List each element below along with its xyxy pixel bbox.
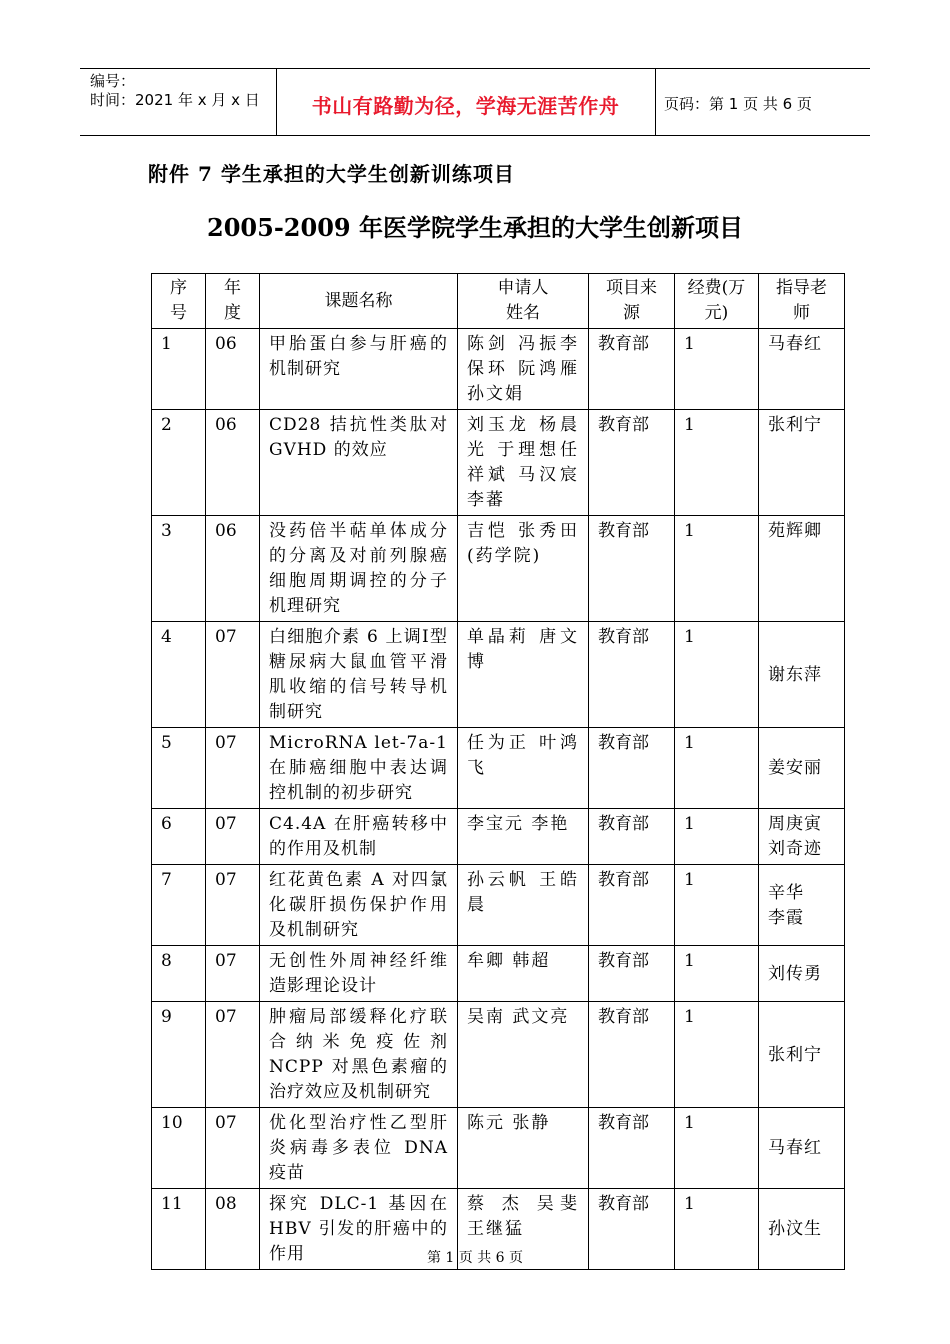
row-advisor: 张利宁: [759, 1002, 845, 1108]
row-year: 06: [206, 329, 260, 410]
row-applicants: 蔡 杰 吴斐 王继猛: [458, 1189, 589, 1270]
row-advisor: 周庚寅 刘奇迹: [759, 809, 845, 865]
row-number: 5: [152, 728, 206, 809]
row-applicants: 李宝元 李艳: [458, 809, 589, 865]
row-year: 07: [206, 622, 260, 728]
attachment-title: 附件 7 学生承担的大学生创新训练项目: [148, 162, 515, 186]
table-row: [152, 728, 845, 809]
row-funds: 1: [675, 809, 759, 865]
row-year: 06: [206, 410, 260, 516]
row-source: 教育部: [589, 1002, 675, 1108]
row-source: 教育部: [589, 410, 675, 516]
row-number: 4: [152, 622, 206, 728]
time-label: 时间：2021 年 x 月 x 日: [90, 91, 260, 109]
row-title: 探究 DLC-1 基因在 HBV 引发的肝癌中的作用: [260, 1189, 458, 1270]
row-applicants: 单晶莉 唐文博: [458, 622, 589, 728]
row-advisor: 谢东萍: [759, 622, 845, 728]
row-advisor: 马春红: [759, 329, 845, 410]
row-number: 3: [152, 516, 206, 622]
row-source: 教育部: [589, 809, 675, 865]
row-number: 10: [152, 1108, 206, 1189]
row-number: 8: [152, 946, 206, 1002]
row-title: C4.4A 在肝癌转移中的作用及机制: [260, 809, 458, 865]
row-funds: 1: [675, 516, 759, 622]
row-source: 教育部: [589, 622, 675, 728]
table-row: [152, 1108, 845, 1189]
row-year: 07: [206, 865, 260, 946]
row-source: 教育部: [589, 329, 675, 410]
row-applicants: 吴南 武文亮: [458, 1002, 589, 1108]
row-year: 06: [206, 516, 260, 622]
row-advisor: 张利宁: [759, 410, 845, 516]
row-advisor: 刘传勇: [759, 946, 845, 1002]
row-funds: 1: [675, 946, 759, 1002]
header-top-rule: [80, 68, 870, 69]
row-year: 08: [206, 1189, 260, 1270]
row-title: 甲胎蛋白参与肝癌的机制研究: [260, 329, 458, 410]
row-funds: 1: [675, 410, 759, 516]
row-source: 教育部: [589, 865, 675, 946]
header-meta: [90, 72, 260, 110]
row-applicants: 陈元 张静: [458, 1108, 589, 1189]
page-title: 2005-2009 年医学院学生承担的大学生创新项目: [207, 213, 743, 242]
row-title: 优化型治疗性乙型肝炎病毒多表位 DNA 疫苗: [260, 1108, 458, 1189]
footer-page-number: 第 1 页 共 6 页: [426, 1250, 524, 1266]
row-applicants: 陈剑 冯振李保环 阮鸿雁 孙文娟: [458, 329, 589, 410]
header-motto: 书山有路勤为径，学海无涯苦作舟: [311, 94, 620, 118]
row-title: MicroRNA let-7a-1 在肺癌细胞中表达调控机制的初步研究: [260, 728, 458, 809]
row-number: 6: [152, 809, 206, 865]
row-number: 9: [152, 1002, 206, 1108]
row-applicants: 牟卿 韩超: [458, 946, 589, 1002]
row-advisor: 苑辉卿: [759, 516, 845, 622]
row-number: 1: [152, 329, 206, 410]
row-source: 教育部: [589, 1108, 675, 1189]
row-funds: 1: [675, 1002, 759, 1108]
row-year: 07: [206, 1108, 260, 1189]
header-year: 年 度: [206, 274, 260, 329]
row-source: 教育部: [589, 1189, 675, 1270]
row-funds: 1: [675, 329, 759, 410]
row-year: 07: [206, 946, 260, 1002]
row-advisor: 马春红: [759, 1108, 845, 1189]
table-row: [152, 946, 845, 1002]
header-source: 项目来 源: [589, 274, 675, 329]
table-row: [152, 809, 845, 865]
row-advisor: 辛华 李霞: [759, 865, 845, 946]
table-row: [152, 329, 845, 410]
row-title: 无创性外周神经纤维造影理论设计: [260, 946, 458, 1002]
row-title: 红花黄色素 A 对四氯化碳肝损伤保护作用及机制研究: [260, 865, 458, 946]
row-advisor: 孙汶生: [759, 1189, 845, 1270]
row-advisor: 姜安丽: [759, 728, 845, 809]
projects-table: [151, 273, 845, 1270]
row-applicants: 任为正 叶鸿飞: [458, 728, 589, 809]
number-label: 编号：: [90, 72, 136, 90]
header-funds: 经费(万 元): [675, 274, 759, 329]
row-title: 没药倍半萜单体成分的分离及对前列腺癌细胞周期调控的分子机理研究: [260, 516, 458, 622]
row-funds: 1: [675, 1108, 759, 1189]
row-source: 教育部: [589, 516, 675, 622]
row-title: 白细胞介素 6 上调Ⅰ型糖尿病大鼠血管平滑肌收缩的信号转导机制研究: [260, 622, 458, 728]
row-source: 教育部: [589, 946, 675, 1002]
table-row: [152, 622, 845, 728]
row-applicants: 孙云帆 王皓晨: [458, 865, 589, 946]
header-page-number: 页码：第 1 页 共 6 页: [664, 95, 812, 113]
row-number: 7: [152, 865, 206, 946]
header-title: 课题名称: [260, 274, 458, 329]
row-title: CD28 拮抗性类肽对 GVHD 的效应: [260, 410, 458, 516]
header-advisor: 指导老 师: [759, 274, 845, 329]
row-number: 2: [152, 410, 206, 516]
row-year: 07: [206, 1002, 260, 1108]
header-no: 序 号: [152, 274, 206, 329]
row-source: 教育部: [589, 728, 675, 809]
header-divider: [655, 68, 656, 135]
header-bottom-rule: [80, 135, 870, 136]
row-funds: 1: [675, 622, 759, 728]
table-row: [152, 1002, 845, 1108]
table-body: [152, 329, 845, 1270]
row-funds: 1: [675, 728, 759, 809]
table-header-row: [152, 274, 845, 329]
row-number: 11: [152, 1189, 206, 1270]
table-row: [152, 410, 845, 516]
row-applicants: 吉恺 张秀田(药学院): [458, 516, 589, 622]
header-applicants: 申请人 姓名: [458, 274, 589, 329]
row-funds: 1: [675, 865, 759, 946]
row-year: 07: [206, 728, 260, 809]
row-title: 肿瘤局部缓释化疗联合纳米免疫佐剂 NCPP 对黑色素瘤的治疗效应及机制研究: [260, 1002, 458, 1108]
row-applicants: 刘玉龙 杨晨光 于理想任祥斌 马汉宸 李蕃: [458, 410, 589, 516]
row-year: 07: [206, 809, 260, 865]
table-row: [152, 865, 845, 946]
row-funds: 1: [675, 1189, 759, 1270]
table-row: [152, 516, 845, 622]
